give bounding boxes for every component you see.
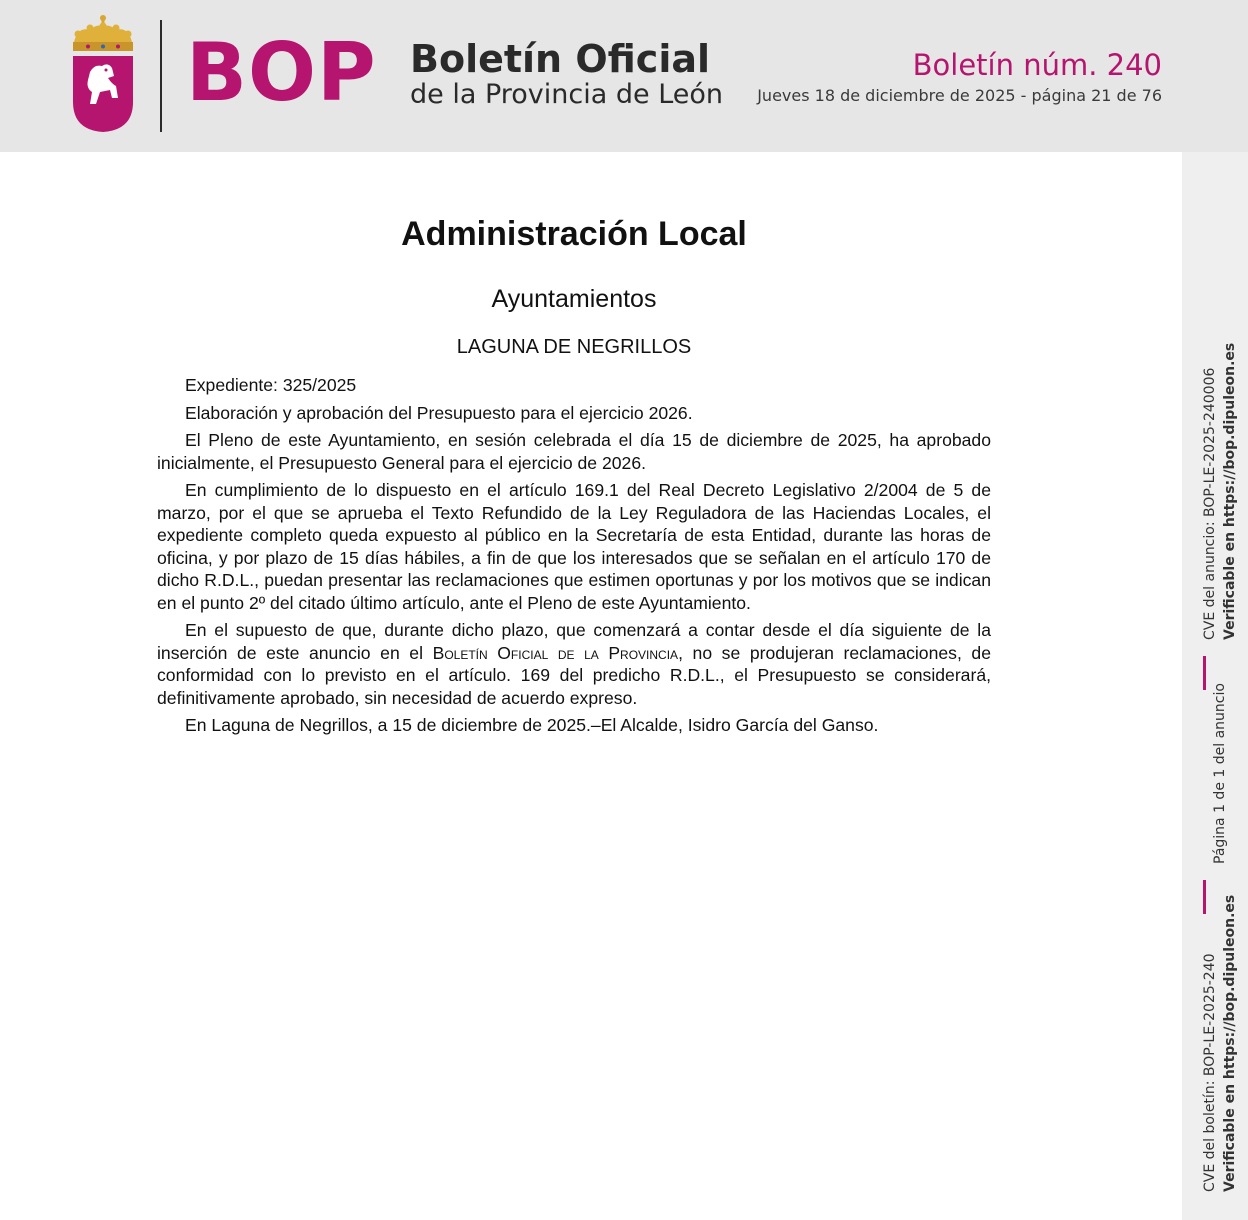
pagina-anuncio: Página 1 de 1 del anuncio	[1212, 683, 1228, 864]
cve-anuncio: CVE del anuncio: BOP-LE-2025-240006	[1202, 367, 1218, 640]
paragraph-3-start: En el supuesto de que, durante dicho plazo, que comenzará a contar desde el día siguiente de la inserción de este anuncio en el	[157, 620, 991, 663]
expediente: Expediente: 325/2025	[185, 375, 357, 395]
subsection-title: Ayuntamientos	[491, 285, 657, 313]
document-body	[157, 212, 991, 742]
paragraph-2: En cumplimiento de lo dispuesto en el artículo 169.1 del Real Decreto Legislativo 2/2004 de 5 de marzo, por el que se aprueba el Texto Refundido de la Ley Reguladora de las Haciendas Locales, el expediente completo queda expuesto al público en la Secretaría de esta Entidad, durante las horas de oficina, y por plazo de 15 días hábiles, a fin de que los interesados que se señalan en el artículo 170 de dicho R.D.L., puedan presentar las reclamaciones que estimen oportunas y por los motivos que se indican en el punto 2º del citado último artículo, ante el Pleno de este Ayuntamiento.	[157, 480, 991, 613]
asunto: Elaboración y aprobación del Presupuesto para el ejercicio 2026.	[185, 402, 693, 423]
bulletin-date-page: Jueves 18 de diciembre de 2025 - página 21 de 76	[757, 86, 1162, 105]
header-divider	[160, 20, 162, 132]
publication-title: Boletín Oficial	[410, 37, 711, 81]
cve-boletin-block	[1200, 895, 1240, 1192]
paragraph-3	[157, 619, 991, 709]
verificable-anuncio: Verificable en https://bop.dipuleon.es	[1222, 342, 1238, 640]
verificable-boletin: Verificable en https://bop.dipuleon.es	[1222, 894, 1238, 1192]
entity-name: LAGUNA DE NEGRILLOS	[456, 336, 692, 358]
cve-anuncio-block	[1200, 343, 1240, 640]
cve-boletin: CVE del boletín: BOP-LE-2025-240	[1202, 953, 1218, 1192]
sidebar-separator	[1203, 656, 1206, 690]
page-header	[0, 0, 1248, 152]
bop-logo: BOP	[186, 26, 377, 119]
paragraph-3-end: , no se produjeran reclamaciones, de conformidad con lo previsto en el artículo. 169 del predicho R.D.L., el Presupuesto se considerará, definitivamente aprobado, sin necesidad de acuerdo expreso.	[157, 642, 991, 708]
signature: En Laguna de Negrillos, a 15 de diciembre de 2025.–El Alcalde, Isidro García del Ganso.	[185, 715, 879, 735]
paragraph-1: El Pleno de este Ayuntamiento, en sesión celebrada el día 15 de diciembre de 2025, ha aprobado inicialmente, el Presupuesto General para el ejercicio de 2026.	[157, 430, 991, 473]
section-title: Administración Local	[401, 215, 747, 253]
province-crest-icon	[68, 12, 138, 134]
pagina-anuncio-block	[1210, 683, 1230, 864]
bulletin-number: Boletín núm. 240	[912, 48, 1162, 82]
bulletin-reference: Boletín Oficial de la Provincia	[432, 642, 679, 663]
publication-subtitle: de la Provincia de León	[410, 79, 724, 110]
